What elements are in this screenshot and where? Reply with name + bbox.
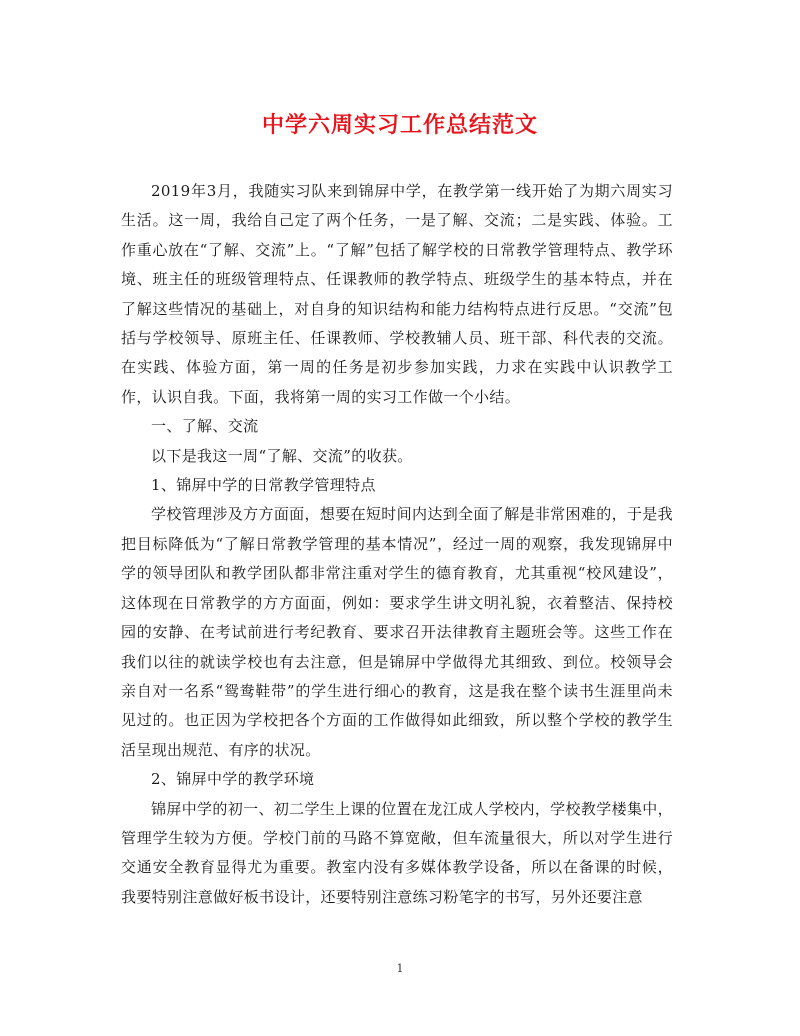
paragraph-management: 学校管理涉及方方面面，想要在短时间内达到全面了解是非常困难的，于是我把目标降低为“了解日常教学管理的基本情况”，经过一周的观察，我发现锦屏中学的领导团队和教学团队都非常注重对学生的德育教育，尤其重视“校风建设”，这体现在日常教学的方方面面，例如：要求学生讲文明礼貌，衣着整洁、保持校园的安静、在考试前进行考纪教育、要求召开法律教育主题班会等。这些工作在我们以往的就读学校也有去注意，但是锦屏中学做得尤其细致、到位。校领导会亲自对一名系“鸳鸯鞋带”的学生进行细心的教育，这是我在整个读书生涯里尚未见过的。也正因为学校把各个方面的工作做得如此细致，所以整个学校的教学生活呈现出规范、有序的状况。	[121, 505, 673, 759]
heading-management-features: 1、锦屏中学的日常教学管理特点	[151, 476, 376, 495]
heading-understand-communicate: 一、了解、交流	[151, 417, 259, 436]
paragraph-intro: 2019年3月，我随实习队来到锦屏中学，在教学第一线开始了为期六周实习生活。这一周，我给自己定了两个任务，一是了解、交流；二是实践、体验。工作重心放在“了解、交流”上。“了解”包括了解学校的日常教学管理特点、教学环境、班主任的班级管理特点、任课教师的教学特点、班级学生的基本特点，并在了解这些情况的基础上，对自身的知识结构和能力结构特点进行反思。“交流”包括与学校领导、原班主任、任课教师、学校教辅人员、班干部、科代表的交流。在实践、体验方面，第一周的任务是初步参加实践，力求在实践中认识教学工作，认识自我。下面，我将第一周的实习工作做一个小结。	[121, 182, 673, 406]
paragraph-environment: 锦屏中学的初一、初二学生上课的位置在龙江成人学校内，学校教学楼集中，管理学生较为方便。学校门前的马路不算宽敞，但车流量很大，所以对学生进行交通安全教育显得尤为重要。教室内没有多媒体教学设备，所以在备课的时候，我要特别注意做好板书设计，还要特别注意练习粉笔字的书写，另外还要注意	[121, 799, 673, 906]
document-body	[121, 177, 673, 912]
heading-teaching-environment: 2、锦屏中学的教学环境	[151, 770, 315, 789]
page-number: 1	[396, 962, 404, 975]
document-title: 中学六周实习工作总结范文	[261, 113, 538, 138]
paragraph-harvest: 以下是我这一周“了解、交流”的收获。	[151, 446, 413, 465]
